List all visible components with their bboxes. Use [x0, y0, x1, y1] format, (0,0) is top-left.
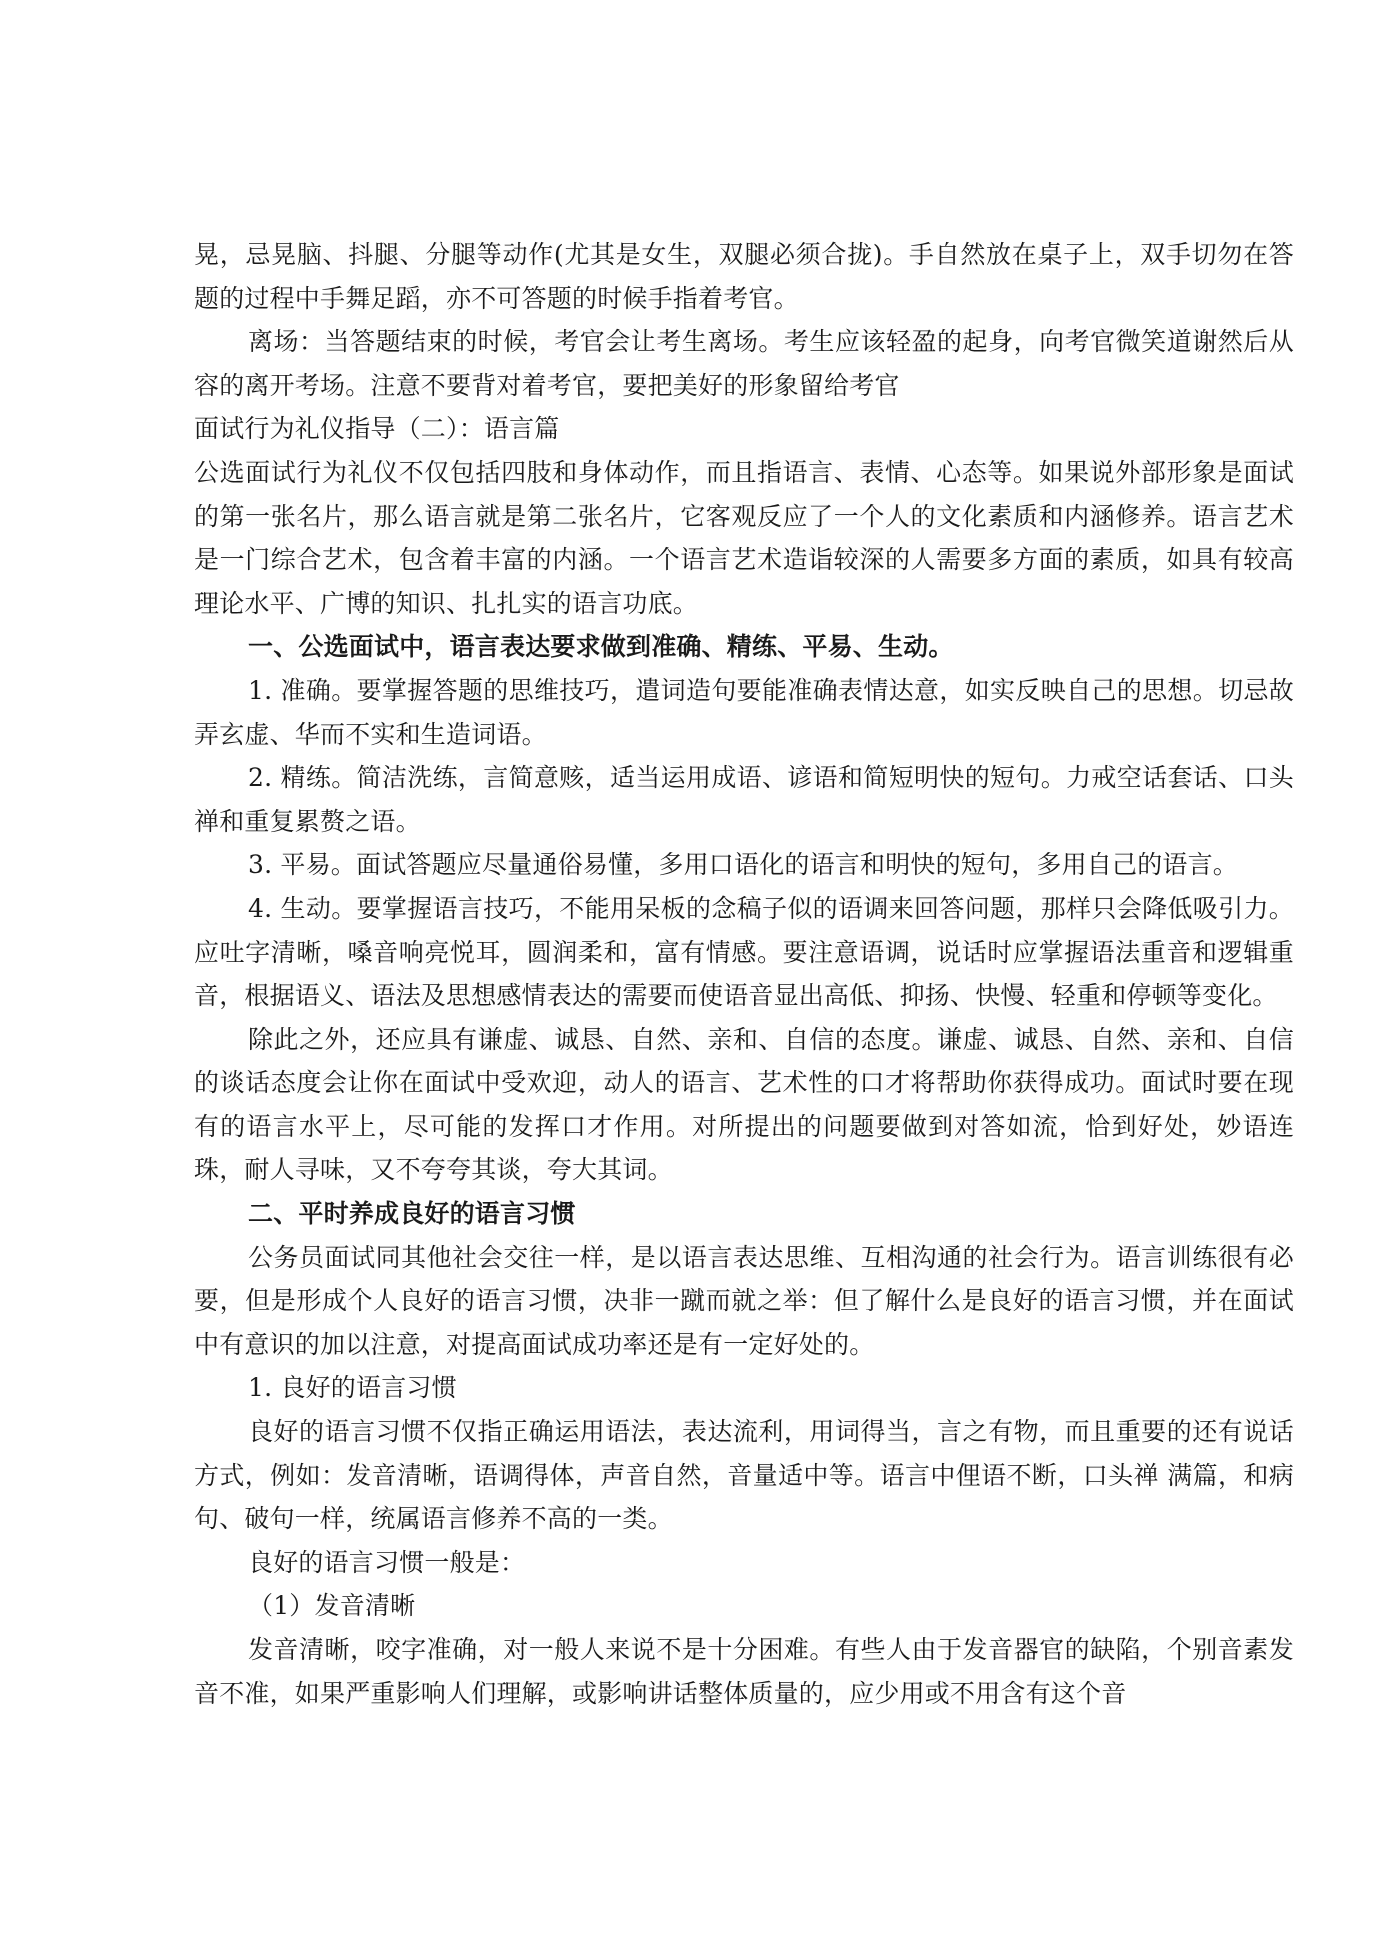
- paragraph: 晃，忌晃脑、抖腿、分腿等动作(尤其是女生，双腿必须合拢)。手自然放在桌子上，双手切勿在答题的过程中手舞足蹈，亦不可答题的时候手指着考官。: [194, 240, 1294, 313]
- paragraph: 2. 精练。简洁洗练，言简意赅，适当运用成语、谚语和简短明快的短句。力戒空话套话、口头禅和重复累赘之语。: [194, 763, 1294, 836]
- subsection-heading: 1. 良好的语言习惯: [248, 1373, 457, 1403]
- paragraph: 公务员面试同其他社会交往一样，是以语言表达思维、互相沟通的社会行为。语言训练很有必要，但是形成个人良好的语言习惯，决非一蹴而就之举：但了解什么是良好的语言习惯，并在面试中有意识的加以注意，对提高面试成功率还是有一定好处的。: [194, 1242, 1294, 1359]
- paragraph: 1. 准确。要掌握答题的思维技巧，遣词造句要能准确表情达意，如实反映自己的思想。切忌故弄玄虚、华而不实和生造词语。: [194, 675, 1294, 749]
- paragraph: 3. 平易。面试答题应尽量通俗易懂，多用口语化的语言和明快的短句，多用自己的语言。: [248, 850, 1239, 880]
- paragraph: 4. 生动。要掌握语言技巧，不能用呆板的念稿子似的语调来回答问题，那样只会降低吸引力。应吐字清晰，嗓音响亮悦耳，圆润柔和，富有情感。要注意语调，说话时应掌握语法重音和逻辑重音，根据语义、语法及思想感情表达的需要而使语音显出高低、抑扬、快慢、轻重和停顿等变化。: [194, 893, 1294, 1011]
- paragraph: 除此之外，还应具有谦虚、诚恳、自然、亲和、自信的态度。谦虚、诚恳、自然、亲和、自信的谈话态度会让你在面试中受欢迎，动人的语言、艺术性的口才将帮助你获得成功。面试时要在现有的语言水平上，尽可能的发挥口才作用。对所提出的问题要做到对答如流，恰到好处，妙语连珠，耐人寻味，又不夸夸其谈，夸大其词。: [194, 1024, 1294, 1185]
- paragraph: 离场：当答题结束的时候，考官会让考生离场。考生应该轻盈的起身，向考官微笑道谢然后从容的离开考场。注意不要背对着考官，要把美好的形象留给考官: [194, 327, 1294, 400]
- document-body: [194, 233, 1294, 1715]
- section-heading: 二、平时养成良好的语言习惯: [248, 1199, 576, 1229]
- section-heading: 一、公选面试中，语言表达要求做到准确、精练、平易、生动。: [248, 632, 954, 662]
- section-heading: 面试行为礼仪指导（二）：语言篇: [194, 414, 560, 444]
- paragraph: 发音清晰，咬字准确，对一般人来说不是十分困难。有些人由于发音器官的缺陷，个别音素发音不准，如果严重影响人们理解，或影响讲话整体质量的，应少用或不用含有这个音: [194, 1635, 1294, 1708]
- paragraph: 公选面试行为礼仪不仅包括四肢和身体动作，而且指语言、表情、心态等。如果说外部形象是面试的第一张名片，那么语言就是第二张名片，它客观反应了一个人的文化素质和内涵修养。语言艺术是一门综合艺术，包含着丰富的内涵。一个语言艺术造诣较深的人需要多方面的素质，如具有较高理论水平、广博的知识、扎扎实的语言功底。: [194, 457, 1294, 618]
- paragraph: 良好的语言习惯一般是：: [248, 1547, 526, 1577]
- paragraph: 良好的语言习惯不仅指正确运用语法，表达流利，用词得当，言之有物，而且重要的还有说话方式，例如：发音清晰，语调得体，声音自然，音量适中等。语言中俚语不断，口头禅 满篇，和病句、破句一样，统属语言修养不高的一类。: [194, 1417, 1294, 1534]
- list-item-heading: （1）发音清晰: [248, 1591, 416, 1621]
